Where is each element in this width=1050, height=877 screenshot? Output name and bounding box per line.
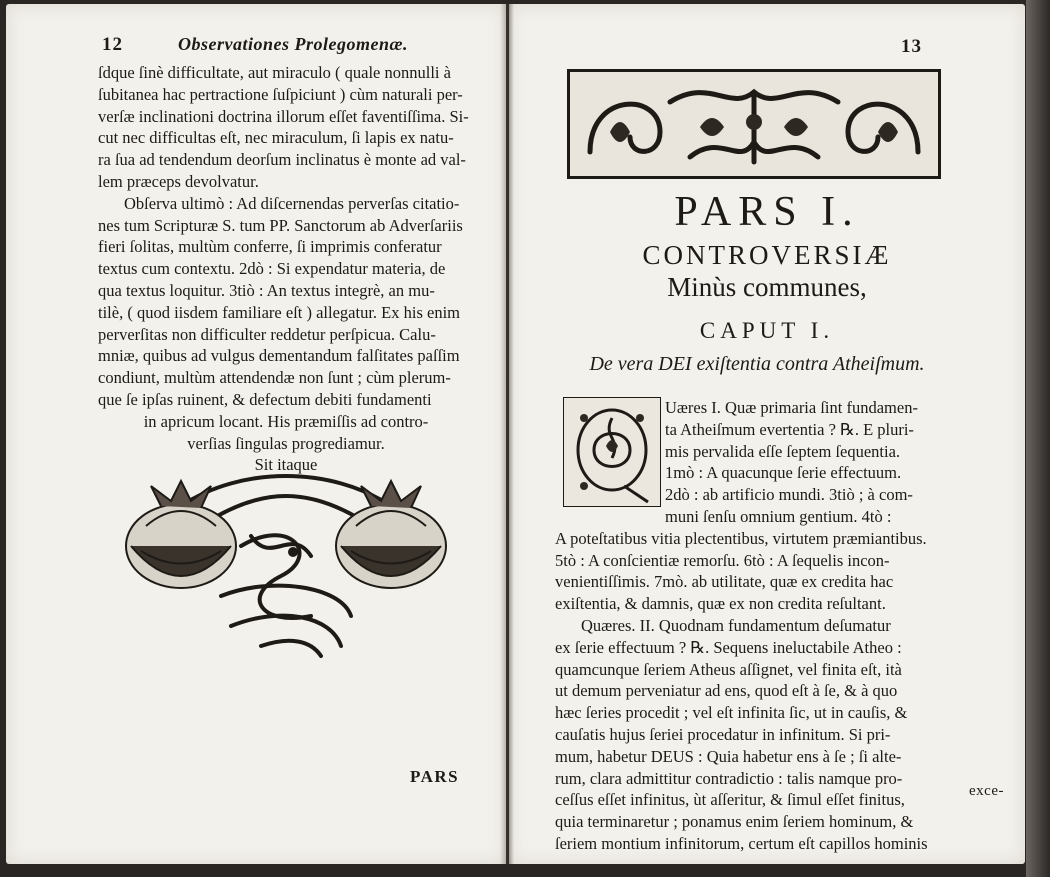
part-title: PARS I.: [674, 189, 860, 235]
text-line: mniæ, quibus ad vulgus dementandum falſitates paſſim: [98, 346, 460, 366]
text-line: qua textus loquitur. 3tiò : An textus integrè, an mu-: [98, 280, 435, 300]
text-line: in apricum locant. His præmiſſis ad contro-: [143, 411, 429, 431]
text-line: ſeriem montium infinitorum, certum eſt capillos hominis: [555, 833, 928, 853]
text-line: nes tum Scripturæ S. tum PP. Sanctorum ab Adverſariis: [98, 215, 463, 235]
text-line: perverſitas non difficulter reddetur perſpicua. Calu-: [98, 324, 436, 344]
text-line: venientiſſimis. 7mò. ab utilitate, quæ ex credita hac: [555, 572, 894, 592]
chapter-heading: CAPUT I.: [699, 318, 835, 343]
text-line: fieri ſolitas, multùm conferre, ſi imprimis conferatur: [98, 237, 442, 257]
text-line: mis pervalida eſſe ſeptem ſequentia.: [665, 441, 901, 461]
catchword: PARS: [410, 767, 460, 786]
floral-tailpiece-ornament: [121, 466, 451, 666]
text-line: lem præceps devolvatur.: [98, 171, 259, 191]
text-line: tilè, ( quod iisdem familiare eſt ) allegatur. Ex his enim: [98, 302, 460, 322]
right-page-number: 13: [901, 36, 922, 57]
text-line: Obſerva ultimò : Ad diſcernendas perverſas citatio-: [124, 193, 460, 213]
text-line: Uæres I. Quæ primaria ſint fundamen-: [665, 398, 918, 417]
section-subtitle: Minùs communes,: [667, 272, 867, 302]
text-line: verſæ inclinationi doctrina illorum eſſet faventiſſima. Si-: [98, 106, 469, 126]
text-line: ceſſus eſſet infinitus, ùt aſſeritur, & ſimul eſſet finitus,: [555, 790, 905, 810]
text-line: 2dò : ab artificio mundi. 3tiò ; à com-: [665, 485, 913, 505]
text-line: A poteſtatibus vitia plectentibus, virtutem præmiantibus.: [555, 528, 927, 548]
text-line: mum, habetur DEUS : Quia habetur ens à ſe ; ſi alte-: [555, 746, 902, 766]
scrollwork-headpiece-ornament: [567, 69, 941, 179]
catchword: exce-: [969, 783, 1004, 799]
text-line: 5tò : A conſcientiæ remorſu. 6tò : A ſequelis incon-: [555, 550, 890, 570]
book-edge: [1026, 0, 1050, 877]
flower-left: [126, 481, 236, 588]
text-line: quia terminaretur ; ponamus enim ſeriem hominum, &: [555, 812, 914, 832]
text-line: ex ſerie effectuum ? ℞. Sequens ineluctabile Atheo :: [555, 637, 902, 657]
text-line: textus cum contextu. 2dò : Si expendatur materia, de: [98, 259, 446, 279]
text-line: ſubitanea hac pertractione ſuſpiciunt ) cùm naturali per-: [98, 84, 463, 104]
text-line: hæc ſeries procedit ; vel eſt infinita ſic, ut in cauſis, &: [555, 703, 908, 723]
text-line: cut nec difficultas eſt, nec miraculum, ſi lapis ex natu-: [98, 128, 454, 148]
right-page: [509, 4, 1025, 864]
text-line: ra ſua ad tendendum deorſum inclinatus è monte ad val-: [98, 150, 466, 170]
text-line: Quæres. II. Quodnam fundamentum deſumatur: [581, 615, 891, 635]
right-text-block: [555, 397, 987, 855]
text-line: verſias ſingulas progrediamur.: [187, 433, 385, 453]
text-line: quamcunque ſeriem Atheus aſſignet, vel finita eſt, ità: [555, 659, 902, 679]
text-line: ſdque ſinè difficultate, aut miraculo ( quale nonnulli à: [98, 63, 451, 82]
left-text-block: [98, 62, 474, 476]
text-line: Sit itaque: [254, 455, 318, 475]
flower-right: [336, 481, 446, 588]
text-line: muni ſenſu omnium gentium. 4tò :: [665, 506, 892, 526]
left-page: [6, 4, 506, 864]
left-page-number: 12: [102, 34, 123, 55]
book-gutter: [500, 4, 514, 864]
text-line: cauſatis hujus ſeriei procedatur in infinitum. Si pri-: [555, 724, 891, 744]
text-line: ta Atheiſmum evertentia ? ℞. E pluri-: [665, 419, 914, 439]
text-line: ut demum perveniatur ad ens, quod eſt à ſe, & à quo: [555, 681, 898, 701]
section-title: CONTROVERSIÆ: [642, 240, 892, 270]
text-line: condiunt, multùm attendendæ non ſunt ; cùm plerum-: [98, 368, 451, 388]
text-line: rum, clara admittitur contradictio : talis namque pro-: [555, 768, 903, 788]
text-line: que ſe ipſas ruinent, & defectum debiti fundamenti: [98, 389, 432, 409]
text-line: exiſtentia, & damnis, quæ ex non credita reſultant.: [555, 594, 886, 614]
running-title: Observationes Prolegomenæ.: [178, 34, 408, 54]
text-line: 1mò : A quacunque ſerie effectuum.: [665, 463, 902, 483]
chapter-title: De vera DEI exiſtentia contra Atheiſmum.: [589, 353, 925, 375]
